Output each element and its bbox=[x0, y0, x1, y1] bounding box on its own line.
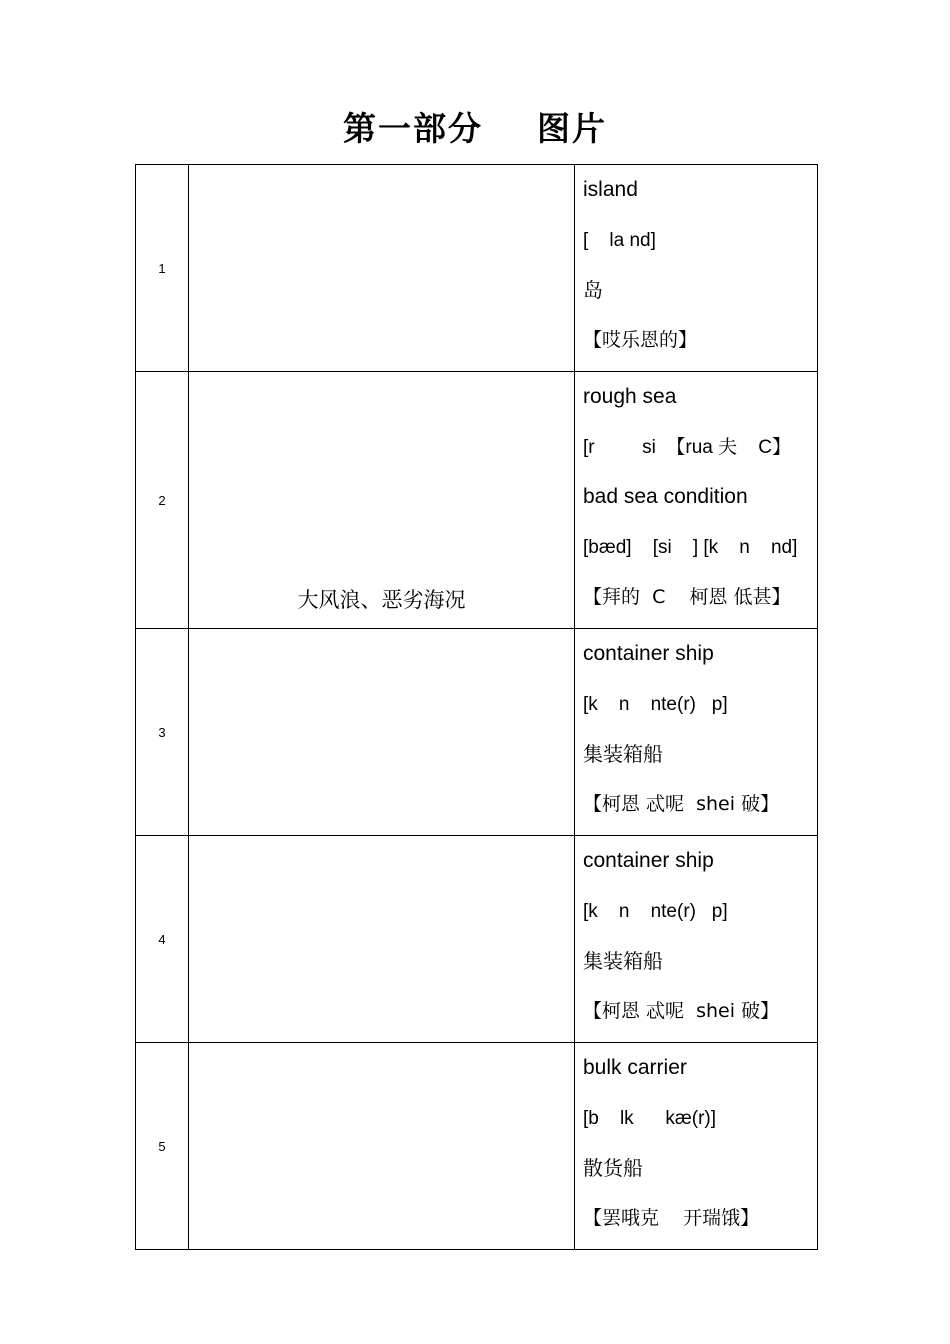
word-cell bbox=[575, 629, 818, 836]
word-cell bbox=[575, 1043, 818, 1250]
chinese-meaning: 岛 bbox=[583, 278, 603, 302]
row-number: 2 bbox=[136, 372, 189, 629]
chinese-meaning: 集装箱船 bbox=[583, 949, 663, 973]
phonetic: [r si 【rua 夫 C】 bbox=[583, 437, 791, 458]
table-row bbox=[136, 165, 818, 372]
phonetic: [k n nte(r) p] bbox=[583, 694, 728, 715]
word-cell bbox=[575, 372, 818, 629]
table-row bbox=[136, 372, 818, 629]
word-cell bbox=[575, 836, 818, 1043]
vocabulary-table bbox=[135, 164, 818, 1250]
pronunciation-hint: 【柯恩 忒呢 shei 破】 bbox=[583, 793, 780, 815]
image-caption: 大风浪、恶劣海况 bbox=[297, 588, 466, 612]
pronunciation-hint: 【柯恩 忒呢 shei 破】 bbox=[583, 1000, 780, 1022]
phonetic: [k n nte(r) p] bbox=[583, 901, 728, 922]
image-cell bbox=[189, 1043, 575, 1250]
pronunciation-hint: 【哎乐恩的】 bbox=[583, 329, 698, 351]
pronunciation-hint: 【拜的 C 柯恩 低甚】 bbox=[583, 586, 791, 608]
english-word: rough sea bbox=[583, 385, 677, 408]
english-word: container ship bbox=[583, 642, 714, 665]
phonetic: [b lk kæ(r)] bbox=[583, 1108, 717, 1129]
image-cell bbox=[189, 165, 575, 372]
image-cell bbox=[189, 372, 575, 629]
chinese-meaning: 散货船 bbox=[583, 1156, 643, 1180]
image-cell bbox=[189, 629, 575, 836]
english-word: container ship bbox=[583, 849, 714, 872]
row-number: 1 bbox=[136, 165, 189, 372]
table-row bbox=[136, 836, 818, 1043]
pronunciation-hint: 【罢哦克 开瑞饿】 bbox=[583, 1207, 760, 1229]
table-row bbox=[136, 1043, 818, 1250]
table-row bbox=[136, 629, 818, 836]
row-number: 3 bbox=[136, 629, 189, 836]
row-number: 5 bbox=[136, 1043, 189, 1250]
english-word: bulk carrier bbox=[583, 1056, 687, 1079]
chinese-meaning: 集装箱船 bbox=[583, 742, 663, 766]
english-word: bad sea condition bbox=[583, 485, 748, 508]
row-number: 4 bbox=[136, 836, 189, 1043]
phonetic: [ la nd] bbox=[583, 230, 656, 251]
english-word: island bbox=[583, 178, 638, 201]
phonetic: [bæd] [si ] [k n nd] bbox=[583, 537, 798, 558]
word-cell bbox=[575, 165, 818, 372]
page-title: 第一部分 图片 bbox=[343, 109, 607, 148]
image-cell bbox=[189, 836, 575, 1043]
